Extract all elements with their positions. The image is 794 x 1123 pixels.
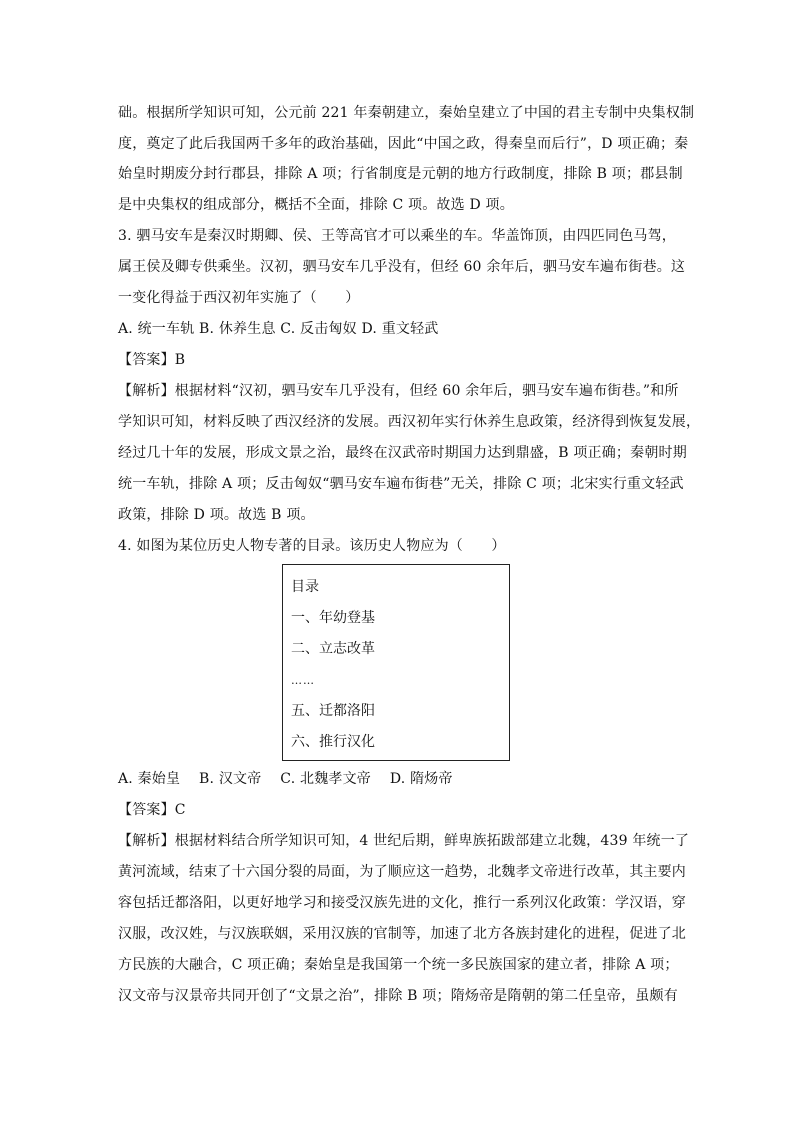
text-line: 黄河流域，结束了十六国分裂的局面，为了顺应这一趋势，北魏孝文帝进行改革，其主要内 <box>118 864 686 880</box>
question-3-stem: 3. 驷马安车是秦汉时期卿、侯、王等高官才可以乘坐的车。华盖饰顶，由四匹同色马驾， <box>118 228 677 244</box>
toc-item: 六、推行汉化 <box>291 734 375 750</box>
text-line: 是中央集权的组成部分，概括不全面，排除 C 项。故选 D 项。 <box>118 197 514 213</box>
text-line: 础。根据所学知识可知，公元前 221 年秦朝建立，秦始皇建立了中国的君主专制中央集权制 <box>118 105 695 121</box>
question-4-stem: 4. 如图为某位历史人物专著的目录。该历史人物应为（ ） <box>118 538 506 554</box>
toc-item: 五、迁都洛阳 <box>291 703 375 719</box>
question-3-options: A. 统一车轨 B. 休养生息 C. 反击匈奴 D. 重文轻武 <box>118 321 439 337</box>
question-4-options: A. 秦始皇 B. 汉文帝 C. 北魏孝文帝 D. 隋炀帝 <box>118 771 453 787</box>
text-line: 方民族的大融合，C 项正确；秦始皇是我国第一个统一多民族国家的建立者，排除 A 项； <box>118 957 679 973</box>
text-line: 一变化得益于西汉初年实施了（ ） <box>118 290 360 306</box>
question-3-answer: 【答案】B <box>118 352 186 368</box>
text-line: 度，奠定了此后我国两千多年的政治基础，因此“中国之政，得秦皇而后行”，D 项正确；秦 <box>118 136 689 152</box>
text-line: 始皇时期废分封行郡县，排除 A 项；行省制度是元朝的地方行政制度，排除 B 项；郡县制 <box>118 166 683 182</box>
text-line: 经过几十年的发展，形成文景之治，最终在汉武帝时期国力达到鼎盛，B 项正确；秦朝时期 <box>118 445 687 461</box>
text-line: 汉文帝与汉景帝共同开创了“文景之治”，排除 B 项；隋炀帝是隋朝的第二任皇帝，虽颇有 <box>118 988 678 1004</box>
text-line: 政策，排除 D 项。故选 B 项。 <box>118 507 315 523</box>
text-line: 学知识可知，材料反映了西汉经济的发展。西汉初年实行休养生息政策，经济得到恢复发展， <box>118 414 701 430</box>
question-4-answer: 【答案】C <box>118 802 186 818</box>
text-line: 属王侯及卿专供乘坐。汉初，驷马安车几乎没有，但经 60 余年后，驷马安车遍布街巷。这 <box>118 259 686 275</box>
question-4-analysis: 【解析】根据材料结合所学知识可知，4 世纪后期，鲜卑族拓跋部建立北魏，439 年统一了 <box>118 833 690 849</box>
question-3-analysis: 【解析】根据材料“汉初，驷马安车几乎没有，但经 60 余年后，驷马安车遍布街巷。”和所 <box>118 383 679 399</box>
text-line: 统一车轨，排除 A 项；反击匈奴“驷马安车遍布街巷”无关，排除 C 项；北宋实行重文轻武 <box>118 476 684 492</box>
table-of-contents-figure <box>282 564 510 761</box>
text-line: 汉服，改汉姓，与汉族联姻，采用汉族的官制等，加速了北方各族封建化的进程，促进了北 <box>118 926 686 942</box>
toc-ellipsis: …… <box>291 674 315 687</box>
toc-item: 一、年幼登基 <box>291 610 375 626</box>
toc-title: 目录 <box>291 579 319 595</box>
text-line: 容包括迁都洛阳，以更好地学习和接受汉族先进的文化，推行一系列汉化政策：学汉语，穿 <box>118 895 686 911</box>
toc-item: 二、立志改革 <box>291 641 375 657</box>
